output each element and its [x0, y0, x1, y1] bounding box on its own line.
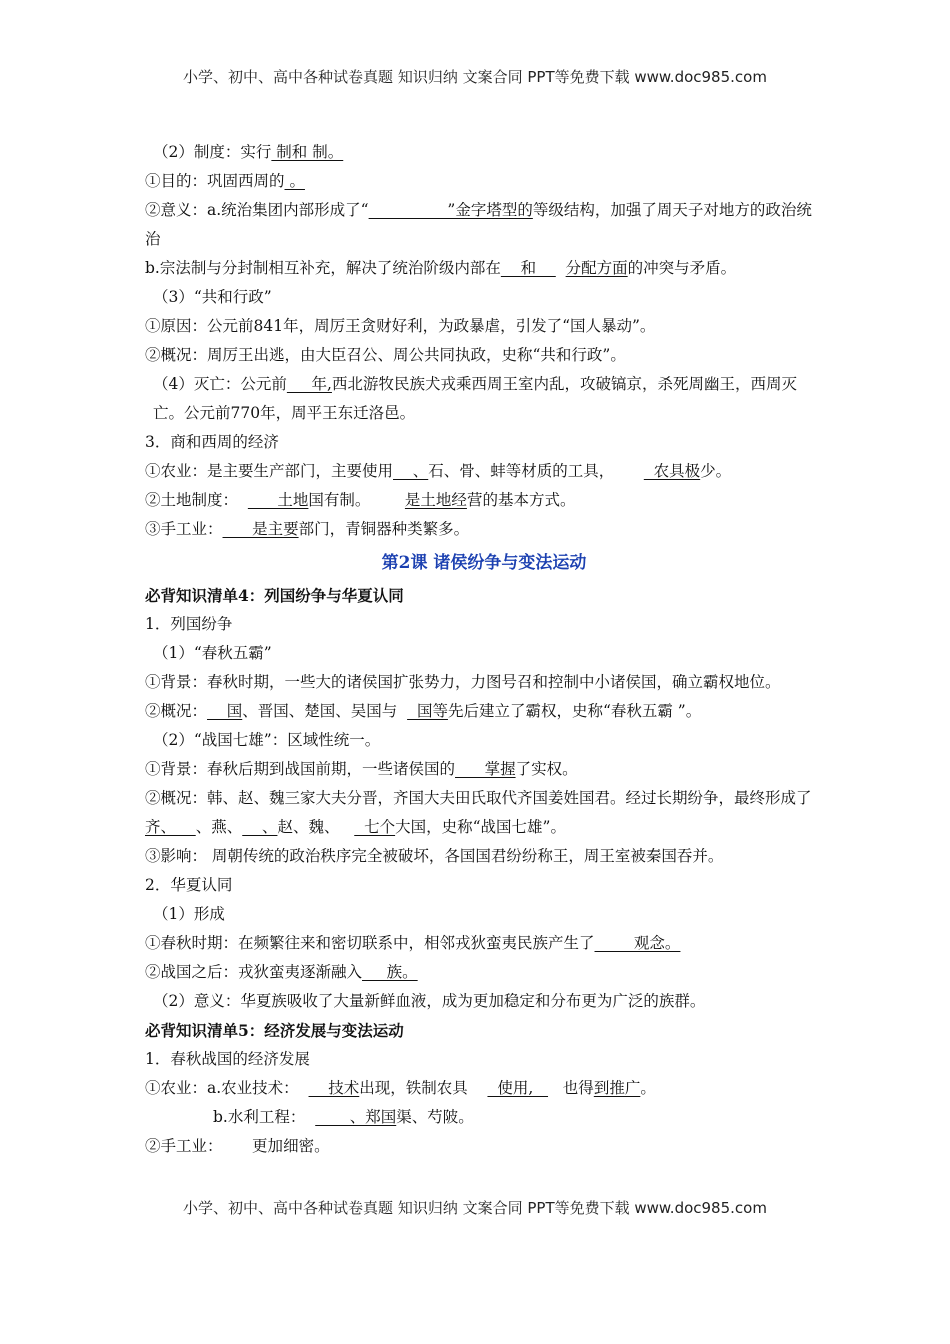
text-line: ②意义：a.统治集团内部形成了“ ”金字塔型的等级结构，加强了周天子对地方的政治统治 [145, 201, 812, 248]
text-line: ②手工业： 更加细密。 [145, 1137, 330, 1155]
text-line: （1）“春秋五霸” [153, 644, 272, 662]
text-line: ②战国之后：戎狄蛮夷逐渐融入 族。 [145, 963, 418, 981]
fill-blank: 齐、 [145, 818, 196, 836]
page-footer: 小学、初中、高中各种试卷真题 知识归纳 文案合同 PPT等免费下载 www.doc985.com [183, 1199, 767, 1217]
fill-blank: 、郑国 [315, 1108, 397, 1126]
text-line: ①农业：是主要生产部门，主要使用 、石、骨、蚌等材质的工具， 农具极少。 [145, 462, 732, 480]
text-line: b.宗法制与分封制相互补充，解决了统治阶级内部在 和 分配方面的冲突与矛盾。 [145, 259, 737, 277]
text-line: b.水利工程： 、郑国渠、芍陂。 [213, 1108, 474, 1126]
text-line: 1．列国纷争 [145, 615, 233, 633]
text-line: ①农业：a.农业技术： 技术出现，铁制农具 使用, 也得到推广。 [145, 1079, 656, 1097]
fill-blank: 是主要 [222, 520, 299, 538]
text-line: ①春秋时期：在频繁往来和密切联系中，相邻戎狄蛮夷民族产生了 观念。 [145, 934, 681, 952]
fill-blank: 技术 [308, 1079, 360, 1097]
text-line: ①目的：巩固西周的 。 [145, 172, 305, 190]
fill-blank: 制和 制。 [271, 143, 344, 161]
fill-blank: 。 [284, 172, 305, 190]
text-line: （4）灭亡：公元前 年,西北游牧民族犬戎乘西周王室内乱，攻破镐京，杀死周幽王，西周灭亡。公元前770年，周平王东迁洛邑。 [153, 375, 797, 422]
fill-blank: 分配方面 [565, 259, 628, 277]
section-heading: 必背知识清单4：列国纷争与华夏认同 [145, 586, 404, 605]
lesson-title: 第2课 诸侯纷争与变法运动 [381, 553, 587, 573]
fill-blank: 、 [393, 462, 429, 480]
fill-blank: 掌握 [455, 760, 516, 778]
text-line: 2．华夏认同 [145, 876, 233, 894]
text-line: ②概况： 国、晋国、楚国、吴国与 国等先后建立了霸权，史称“春秋五霸 ”。 [145, 702, 702, 720]
fill-blank: 农具极 [643, 462, 701, 480]
fill-blank: 年, [286, 375, 332, 393]
text-line: 1．春秋战国的经济发展 [145, 1050, 310, 1068]
fill-blank: 和 [500, 259, 556, 277]
text-line: ②概况：韩、赵、魏三家大夫分晋，齐国大夫田氏取代齐国姜姓国君。经过长期纷争，最终形成了齐、 、燕、 、赵、魏、 七个大国，史称“战国七雄”。 [145, 789, 812, 836]
fill-blank: 到推广 [593, 1079, 641, 1097]
section-heading: 必背知识清单5：经济发展与变法运动 [145, 1021, 404, 1040]
fill-blank: 七个 [354, 818, 396, 836]
fill-blank: 观念。 [594, 934, 681, 952]
text-line: （1）形成 [153, 905, 225, 923]
text-line: ①背景：春秋时期，一些大的诸侯国扩张势力，力图号召和控制中小诸侯国，确立霸权地位。 [145, 673, 781, 691]
page-header: 小学、初中、高中各种试卷真题 知识归纳 文案合同 PPT等免费下载 www.doc985.com [183, 68, 767, 86]
fill-blank: 、 [242, 818, 278, 836]
document-body [145, 138, 815, 1161]
fill-blank: 国 [207, 702, 243, 720]
fill-blank: 国等 [407, 702, 448, 720]
text-line: （2）制度：实行 制和 制。 [153, 143, 344, 161]
fill-blank: ”金字塔型的 [368, 201, 533, 219]
text-line: （3）“共和行政” [153, 288, 272, 306]
text-line: ③手工业： 是主要部门，青铜器种类繁多。 [145, 520, 470, 538]
text-line: ①原因：公元前841年，周厉王贪财好利，为政暴虐，引发了“国人暴动”。 [145, 317, 656, 335]
text-line: ①背景：春秋后期到战国前期，一些诸侯国的 掌握了实权。 [145, 760, 578, 778]
text-line: （2）“战国七雄”：区域性统一。 [153, 731, 381, 749]
text-line: （2）意义：华夏族吸收了大量新鲜血液，成为更加稳定和分布更为广泛的族群。 [153, 992, 706, 1010]
fill-blank: 土地 [247, 491, 309, 509]
text-line: ③影响： 周朝传统的政治秩序完全被破坏，各国国君纷纷称王，周王室被秦国吞并。 [145, 847, 724, 865]
text-line: 3．商和西周的经济 [145, 433, 279, 451]
text-line: ②土地制度： 土地国有制。 是土地经营的基本方式。 [145, 491, 576, 509]
fill-blank: 族。 [362, 963, 418, 981]
text-line: ②概况：周厉王出逃，由大臣召公、周公共同执政，史称“共和行政”。 [145, 346, 626, 364]
fill-blank: 是土地经 [404, 491, 467, 509]
fill-blank: 使用, [487, 1079, 549, 1097]
